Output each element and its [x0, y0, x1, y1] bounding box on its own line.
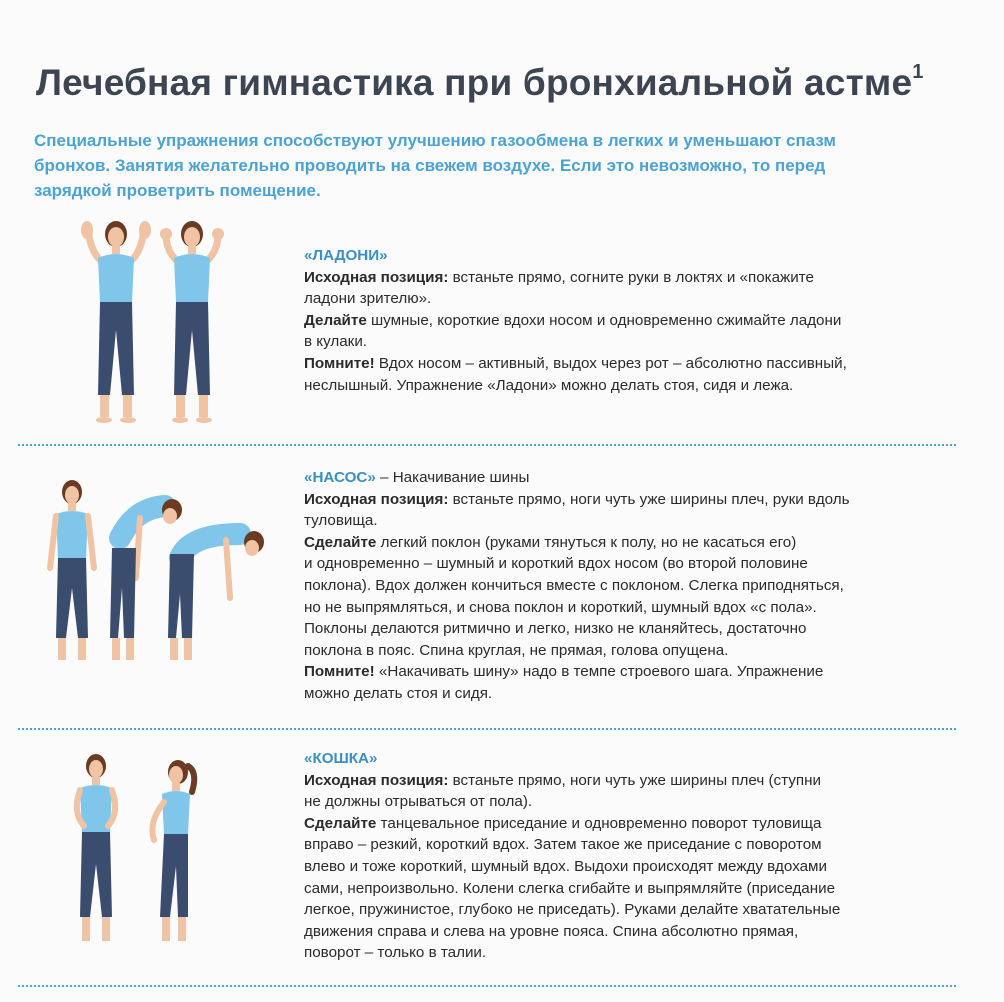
intro-line: Специальные упражнения способствуют улучшению газообмена в легких и уменьшают спазм — [34, 131, 837, 150]
exercise-text-line — [304, 791, 964, 813]
exercise-name: «ЛАДОНИ» — [304, 247, 388, 264]
exercise-text: неслышный. Упражнение «Ладони» можно делать стоя, сидя и лежа. — [304, 376, 794, 394]
exercise-heading — [304, 467, 964, 489]
exercise-text: встаньте прямо, ноги чуть уже ширины плеч, руки вдоль — [448, 490, 850, 508]
exercise-text-line — [304, 834, 964, 856]
ladoni-illustration — [60, 220, 250, 435]
exercise-text-line — [304, 310, 964, 332]
exercise-text-line — [304, 331, 964, 353]
exercise-text: поворот – только в талии. — [304, 944, 487, 962]
exercise-text-line — [304, 575, 964, 597]
exercise-text: шумные, короткие вдохи носом и одновременно сжимайте ладони — [366, 311, 842, 329]
exercise-text-line — [304, 942, 964, 964]
woman-figure-standing — [50, 480, 94, 660]
exercise-label: Делайте — [304, 311, 367, 329]
woman-figure-full-bow — [168, 531, 264, 660]
exercise-text-line — [304, 489, 964, 511]
intro-paragraph — [34, 128, 964, 203]
exercise-label: Исходная позиция: — [304, 771, 449, 789]
exercise-text-line — [304, 770, 964, 792]
exercise-text-line — [304, 921, 964, 943]
exercise-subtitle: – Накачивание шины — [375, 469, 530, 486]
exercise-text-line — [304, 532, 964, 554]
exercise-text: Вдох носом – активный, выдох через рот – абсолютно пассивный, — [374, 354, 847, 372]
section-divider — [18, 444, 956, 446]
exercise-text: но не выпрямляться, и снова поклон и короткий, шумный вдох «с пола». — [304, 598, 817, 616]
exercise-ladoni-text — [304, 245, 964, 396]
exercise-text: поклона). Вдох должен кончиться вместе с поклоном. Слегка приподняться, — [304, 576, 844, 594]
exercise-text-line — [304, 899, 964, 921]
intro-line: зарядкой проветрить помещение. — [34, 181, 321, 200]
exercise-heading — [304, 245, 964, 267]
exercise-text-line — [304, 267, 964, 289]
section-divider — [18, 985, 956, 987]
exercise-text-line — [304, 510, 964, 532]
exercise-text-line — [304, 553, 964, 575]
exercise-name: «КОШКА» — [304, 750, 378, 767]
exercise-text: поклона в пояс. Спина круглая, не прямая, голова опущена. — [304, 641, 729, 659]
exercise-text: легкое, пружинистое, глубоко не приседать). Руками делайте хватательные — [304, 901, 841, 919]
exercise-nasos-text — [304, 467, 964, 705]
exercise-heading — [304, 748, 964, 770]
exercise-text-line — [304, 375, 964, 397]
exercise-text-line — [304, 878, 964, 900]
nasos-illustration — [40, 478, 280, 678]
woman-figure-squat-front — [77, 754, 115, 941]
exercise-text: вправо – резкий, короткий вдох. Затем такое же приседание с поворотом — [304, 836, 822, 854]
intro-line: бронхов. Занятия желательно проводить на свежем воздухе. Если это невозможно, то перед — [34, 156, 826, 175]
woman-figure-fists — [160, 221, 224, 423]
exercise-label: Сделайте — [304, 814, 377, 832]
page-title: Лечебная гимнастика при бронхиальной астме$^1$ — [36, 60, 924, 103]
exercise-text: ладони зрителю». — [304, 290, 432, 308]
exercise-text-line — [304, 353, 964, 375]
exercise-text: влево и тоже короткий, шумный вдох. Выдохи происходят между вдохами — [304, 857, 827, 875]
exercise-text: «Накачивать шину» надо в темпе строевого шага. Упражнение — [374, 663, 824, 681]
exercise-label: Помните! — [304, 354, 375, 372]
exercise-text: в кулаки. — [304, 333, 368, 351]
exercise-text-line — [304, 618, 964, 640]
exercise-text-line — [304, 683, 964, 705]
woman-figure-palms-open — [81, 221, 151, 423]
exercise-koshka-text — [304, 748, 964, 964]
exercise-label: Сделайте — [304, 533, 377, 551]
exercise-text: сами, непроизвольно. Колени слегка сгибайте и выпрямляйте (приседание — [304, 879, 836, 897]
exercise-text-line — [304, 288, 964, 310]
exercise-text-line — [304, 597, 964, 619]
koshka-illustration — [62, 752, 222, 957]
exercise-text: встаньте прямо, согните руки в локтях и «покажите — [448, 268, 814, 286]
exercise-name: «НАСОС» — [304, 469, 376, 486]
exercise-label: Исходная позиция: — [304, 490, 449, 508]
exercise-text: и одновременно – шумный и короткий вдох носом (во второй половине — [304, 555, 808, 573]
exercise-text: Поклоны делаются ритмично и легко, низко не кланяйтесь, достаточно — [304, 620, 807, 638]
exercise-label: Исходная позиция: — [304, 268, 449, 286]
exercise-label: Помните! — [304, 663, 375, 681]
exercise-text: можно делать стоя и сидя. — [304, 684, 493, 702]
exercise-text: легкий поклон (руками тянуться к полу, но не касаться его) — [376, 533, 797, 551]
exercise-text: танцевальное приседание и одновременно поворот туловища — [376, 814, 822, 832]
exercise-text: движения справа и слева на уровне пояса. Спина абсолютно прямая, — [304, 922, 799, 940]
footnote-marker: 1 — [912, 60, 924, 83]
exercise-text: не должны отрываться от пола). — [304, 793, 533, 811]
section-divider — [18, 728, 956, 730]
exercise-text-line — [304, 813, 964, 835]
exercise-text: встаньте прямо, ноги чуть уже ширины плеч (ступни — [448, 771, 821, 789]
exercise-text-line — [304, 640, 964, 662]
woman-figure-squat-turn — [152, 760, 194, 941]
exercise-text-line — [304, 856, 964, 878]
exercise-text: туловища. — [304, 512, 378, 530]
exercise-text-line — [304, 661, 964, 683]
